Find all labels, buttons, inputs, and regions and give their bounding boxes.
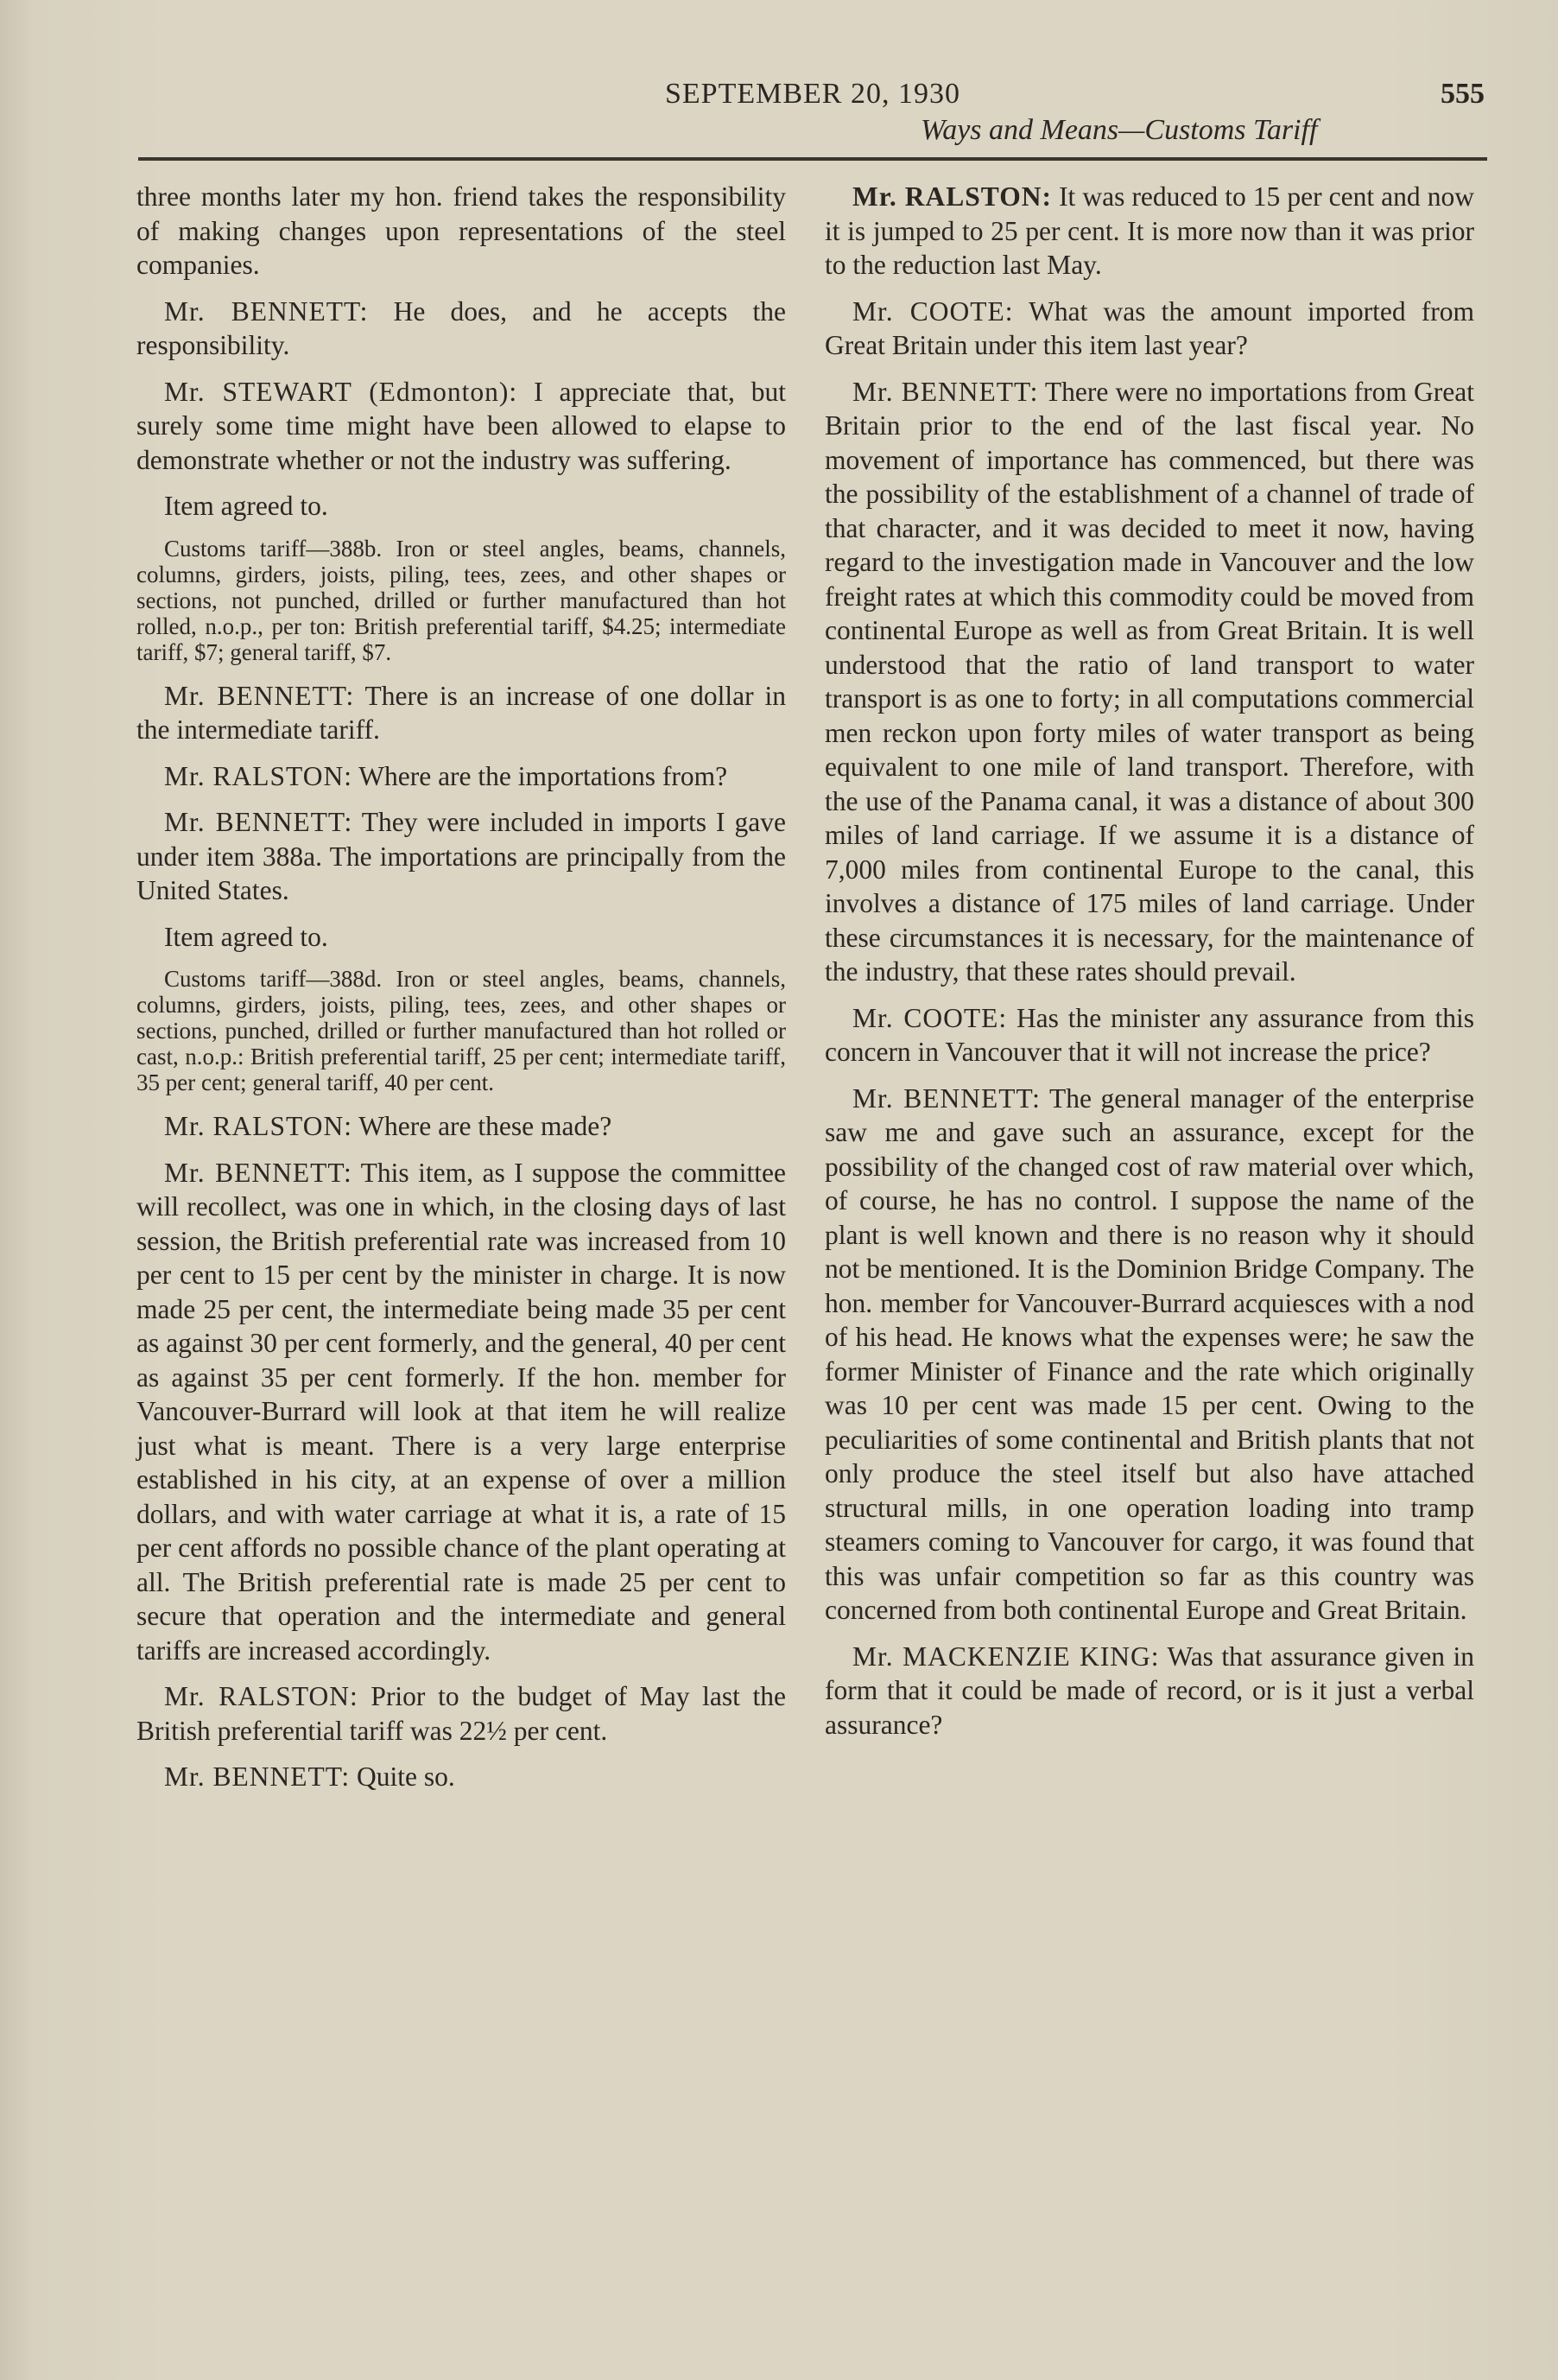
paragraph [825, 1001, 1474, 1069]
paragraph-text: Customs tariff—388d. Iron or steel angles, beams, channels, columns, girders, joists, piling, tees, zees, and other shapes or sections, punched, drilled or further manufactured than hot rolled or cast, n.o.p.: British preferential tariff, 25 per cent; intermediate tariff, 35 per cent; general tariff, 40 per cent. [136, 966, 786, 1095]
paragraph-text: Item agreed to. [164, 491, 328, 521]
paragraph-text: They were included in imports I gave under item 388a. The importations are principally from the United States. [136, 807, 786, 905]
paragraph-text: It was reduced to 15 per cent and now it is jumped to 25 per cent. It is more now than it was prior to the reduction last May. [825, 181, 1474, 280]
page-number: 555 [1441, 78, 1485, 110]
paragraph-text: Quite so. [357, 1761, 455, 1792]
paragraph-text: Prior to the budget of May last the British preferential tariff was 22½ per cent. [136, 1681, 786, 1746]
paragraph-text: Where are the importations from? [358, 760, 728, 791]
paragraph [136, 679, 786, 747]
speaker-name: Mr. BENNETT: [164, 680, 355, 711]
paragraph [136, 1679, 786, 1748]
paragraph [136, 920, 786, 955]
paragraph-text: There is an increase of one dollar in the intermediate tariff. [136, 680, 786, 745]
paragraph [136, 295, 786, 363]
paragraph [136, 180, 786, 282]
paragraph-text: What was the amount imported from Great Britain under this item last year? [825, 295, 1474, 360]
paragraph [136, 375, 786, 478]
speaker-name: Mr. BENNETT: [164, 295, 369, 327]
paragraph-text: The general manager of the enterprise saw me and gave such an assurance, except for the possibility of the changed cost of raw material over which, of course, he has no control. I suppose the name of the plant is well known and there is no reason why it should not be mentioned. It is the Dominion Bridge Company. The hon. member for Vancouver-Burrard acquiesces with a nod of his head. He knows what the expenses were; he saw the former Minister of Finance and the rate which originally was 10 per cent was made 15 per cent. Owing to the peculiarities of some continental and British plants that not only produce the steel itself but also have attached structural mills, in one operation loading into tramp steamers coming to Vancouver for cargo, it was found that this was unfair competition so far as this country was concerned from both continental Europe and Great Britain. [825, 1082, 1474, 1625]
speaker-name: Mr. BENNETT: [164, 1157, 352, 1188]
paragraph [825, 295, 1474, 363]
paragraph-text: Has the minister any assurance from this concern in Vancouver that it will not increase the price? [825, 1002, 1474, 1067]
running-title: Ways and Means—Customs Tariff [921, 114, 1318, 146]
speaker-name: Mr. COOTE: [852, 295, 1014, 327]
speaker-name: Mr. RALSTON: [852, 181, 1052, 212]
speaker-name: Mr. BENNETT: [852, 376, 1039, 407]
speaker-name: Mr. MACKENZIE KING: [852, 1641, 1160, 1672]
paragraph-text: This item, as I suppose the committee will recollect, was one in which, in the closing days of last session, the British preferential rate was increased from 10 per cent to 15 per cent by the minister in charge. It is now made 25 per cent, the intermediate being made 35 per cent as against 30 per cent formerly, and the general, 40 per cent as against 35 per cent formerly. If the hon. member for Vancouver-Burrard will look at that item he will realize just what is meant. There is a very large enterprise established in his city, at an expense of over a million dollars, and with water carriage at what it is, a rate of 15 per cent affords no possible chance of the plant operating at all. The British preferential rate is made 25 per cent to secure that operation and the intermediate and general tariffs are increased accordingly. [136, 1157, 786, 1666]
paragraph [825, 1640, 1474, 1742]
paragraph [825, 180, 1474, 282]
header-rule [138, 157, 1487, 161]
speaker-name: Mr. COOTE: [852, 1002, 1008, 1033]
paragraph-text: three months later my hon. friend takes the responsibility of making changes upon representations of the steel companies. [136, 181, 786, 280]
speaker-name: Mr. STEWART (Edmonton): [164, 376, 518, 407]
paragraph-text: He does, and he accepts the responsibility. [136, 295, 786, 360]
paragraph [825, 375, 1474, 989]
speaker-name: Mr. RALSTON: [164, 1681, 358, 1711]
paragraph-text: Customs tariff—388b. Iron or steel angles, beams, channels, columns, girders, joists, piling, tees, zees, and other shapes or sections, not punched, drilled or further manufactured than hot rolled, n.o.p., per ton: British preferential tariff, $4.25; intermediate tariff, $7; general tariff, $7. [136, 535, 786, 665]
paragraph [136, 1156, 786, 1668]
speaker-name: Mr. RALSTON: [164, 760, 352, 791]
paragraph-text: Was that assurance given in form that it could be made of record, or is it just a verbal assurance? [825, 1641, 1474, 1740]
speaker-name: Mr. BENNETT: [852, 1082, 1041, 1114]
paragraph [136, 759, 786, 794]
tariff-item [136, 536, 786, 665]
paragraph-text: I appreciate that, but surely some time might have been allowed to elapse to demonstrate whether or not the industry was suffering. [136, 376, 786, 475]
paragraph-text: There were no importations from Great Britain prior to the end of the last fiscal year. No movement of importance has commenced, but there was the possibility of the establishment of a channel of trade of that character, and it was decided to meet it now, having regard to the investigation made in Vancouver and the low freight rates at which this commodity could be moved from continental Europe as well as from Great Britain. It is well understood that the ratio of land transport to water transport is as one to forty; in all computations commercial men reckon upon forty miles of water transport as being equivalent to one mile of land transport. Therefore, with the use of the Panama canal, it was a distance of about 300 miles of land carriage. If we assume it is a distance of 7,000 miles from continental Europe to the canal, this involves a distance of 175 miles of land carriage. Under these circumstances it is necessary, for the maintenance of the industry, that these rates should prevail. [825, 376, 1474, 987]
paragraph [136, 1109, 786, 1144]
speaker-name: Mr. BENNETT: [164, 1761, 351, 1792]
right-column [825, 180, 1474, 1754]
left-column [136, 180, 786, 1806]
speaker-name: Mr. BENNETT: [164, 807, 353, 837]
tariff-item [136, 966, 786, 1095]
paragraph [136, 1760, 786, 1794]
paragraph [136, 489, 786, 524]
header-date: SEPTEMBER 20, 1930 [665, 78, 960, 110]
paragraph [825, 1082, 1474, 1628]
paragraph [136, 805, 786, 908]
speaker-name: Mr. RALSTON: [164, 1111, 352, 1141]
paragraph-text: Where are these made? [358, 1111, 612, 1141]
paragraph-text: Item agreed to. [164, 921, 328, 952]
